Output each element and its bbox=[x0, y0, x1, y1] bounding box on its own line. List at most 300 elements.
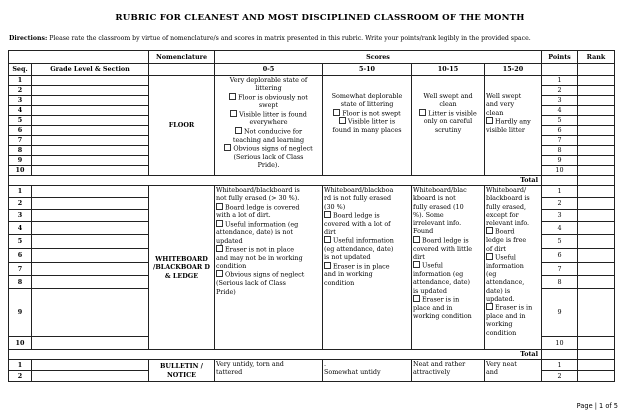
grade-section-field[interactable] bbox=[32, 337, 149, 350]
point-value: 2 bbox=[542, 198, 578, 210]
rubric-table bbox=[8, 50, 615, 382]
rank-field[interactable] bbox=[578, 136, 615, 146]
checkbox-icon bbox=[224, 144, 231, 151]
criteria-text: and may not be in working bbox=[216, 253, 303, 262]
grade-section-field[interactable] bbox=[32, 210, 149, 222]
checkbox-icon bbox=[216, 220, 223, 227]
total-rank-field[interactable] bbox=[578, 176, 615, 186]
criteria-text: attendance, date) is not bbox=[216, 228, 293, 237]
criteria-line bbox=[216, 101, 321, 109]
grade-section-field[interactable] bbox=[32, 371, 149, 382]
criteria-line bbox=[486, 368, 540, 376]
checkbox-icon bbox=[324, 236, 331, 243]
score-cell-bulletin-s3 bbox=[412, 360, 485, 382]
criteria-line bbox=[216, 153, 321, 161]
grade-section-field[interactable] bbox=[32, 166, 149, 176]
criteria-text: Obvious signs of neglect bbox=[233, 144, 313, 153]
criteria-line bbox=[324, 228, 410, 236]
criteria-text: Neat and rather bbox=[413, 360, 466, 368]
criteria-text: state of littering bbox=[340, 100, 394, 109]
criteria-text: tattered bbox=[216, 368, 243, 377]
criteria-text: (Serious lack of Class bbox=[233, 152, 304, 161]
criteria-line bbox=[413, 287, 483, 295]
criteria-text: ledge is free bbox=[486, 236, 527, 245]
checkbox-icon bbox=[324, 262, 331, 269]
criteria-line bbox=[486, 194, 540, 202]
criteria-text: visible litter bbox=[486, 125, 525, 134]
criteria-text: Not conducive for bbox=[243, 127, 303, 136]
criteria-line bbox=[486, 312, 540, 320]
grade-section-field[interactable] bbox=[32, 136, 149, 146]
criteria-text: clean bbox=[439, 100, 457, 109]
criteria-line bbox=[413, 117, 483, 125]
criteria-text: dirt bbox=[324, 227, 336, 236]
rank-field[interactable] bbox=[578, 186, 615, 198]
checkbox-icon bbox=[230, 110, 237, 117]
criteria-line bbox=[486, 203, 540, 211]
score-cell-floor-s3 bbox=[412, 76, 485, 176]
criteria-line bbox=[413, 295, 483, 304]
rank-field[interactable] bbox=[578, 96, 615, 106]
nomenclature-floor: FLOOR bbox=[149, 76, 215, 176]
point-value: 1 bbox=[542, 360, 578, 371]
page-footer: Page | 1 of 5 bbox=[576, 402, 618, 410]
criteria-line bbox=[216, 84, 321, 92]
rank-field[interactable] bbox=[578, 126, 615, 136]
criteria-text: %). Some bbox=[413, 210, 444, 219]
criteria-text: covered with little bbox=[413, 244, 473, 253]
criteria-text: is not updated bbox=[324, 253, 371, 262]
table-row bbox=[9, 76, 615, 86]
total-row bbox=[9, 176, 615, 186]
criteria-text: condition bbox=[324, 278, 355, 287]
seq-number: 4 bbox=[9, 222, 32, 235]
header-nomenclature: Nomenclature bbox=[149, 51, 215, 64]
criteria-line bbox=[413, 278, 483, 286]
criteria-text: Pride) bbox=[216, 287, 236, 296]
criteria-line bbox=[324, 368, 410, 376]
seq-number: 2 bbox=[9, 86, 32, 96]
criteria-line bbox=[486, 219, 540, 227]
criteria-text: attendance, bbox=[486, 278, 525, 287]
criteria-line bbox=[486, 245, 540, 253]
criteria-line bbox=[324, 211, 410, 220]
criteria-text: (30 %) bbox=[324, 202, 346, 211]
criteria-line bbox=[486, 278, 540, 286]
criteria-text: information (eg bbox=[413, 269, 464, 278]
criteria-line bbox=[413, 186, 483, 194]
seq-number: 2 bbox=[9, 371, 32, 382]
criteria-line bbox=[486, 117, 540, 126]
criteria-line bbox=[413, 253, 483, 261]
rank-field[interactable] bbox=[578, 156, 615, 166]
header-rank: Rank bbox=[578, 51, 615, 64]
rank-field[interactable] bbox=[578, 222, 615, 235]
seq-number: 6 bbox=[9, 249, 32, 263]
grade-section-field[interactable] bbox=[32, 106, 149, 116]
criteria-line bbox=[486, 92, 540, 100]
criteria-text: Board ledge is bbox=[422, 236, 469, 245]
criteria-text: Well swept and bbox=[423, 92, 473, 100]
table-row bbox=[9, 186, 615, 198]
criteria-text: blackboard is bbox=[486, 194, 530, 203]
total-label: Total bbox=[9, 176, 542, 186]
criteria-text: Found bbox=[413, 227, 434, 236]
point-value: 6 bbox=[542, 126, 578, 136]
grade-section-field[interactable] bbox=[32, 96, 149, 106]
rank-field[interactable] bbox=[578, 235, 615, 249]
criteria-line bbox=[413, 360, 483, 368]
criteria-text: Somewhat untidy bbox=[324, 368, 381, 377]
criteria-line bbox=[486, 253, 540, 262]
score-cell-bulletin-s1 bbox=[215, 360, 323, 382]
grade-section-field[interactable] bbox=[32, 249, 149, 263]
criteria-text: Useful bbox=[422, 261, 443, 270]
criteria-line bbox=[413, 194, 483, 202]
score-cell-whiteboard-s3 bbox=[412, 186, 485, 350]
checkbox-icon bbox=[486, 303, 493, 310]
grade-section-field[interactable] bbox=[32, 146, 149, 156]
checkbox-icon bbox=[229, 93, 236, 100]
criteria-text: Board bbox=[495, 227, 515, 236]
criteria-line bbox=[216, 368, 321, 376]
seq-number: 2 bbox=[9, 198, 32, 210]
grade-section-field[interactable] bbox=[32, 289, 149, 337]
grade-section-field[interactable] bbox=[32, 235, 149, 249]
criteria-text: Board ledge is bbox=[333, 211, 380, 220]
criteria-text: Whiteboard/blac bbox=[413, 186, 467, 194]
score-cell-whiteboard-s2 bbox=[323, 186, 412, 350]
rank-field[interactable] bbox=[578, 210, 615, 222]
criteria-text: clean bbox=[486, 108, 504, 117]
grade-section-field[interactable] bbox=[32, 156, 149, 166]
criteria-line bbox=[216, 118, 321, 126]
point-value: 4 bbox=[542, 106, 578, 116]
criteria-line bbox=[486, 287, 540, 295]
seq-number: 1 bbox=[9, 76, 32, 86]
criteria-line bbox=[216, 136, 321, 144]
criteria-line bbox=[324, 220, 410, 228]
seq-number: 10 bbox=[9, 337, 32, 350]
point-value: 9 bbox=[542, 156, 578, 166]
score-cell-floor-s1 bbox=[215, 76, 323, 176]
rank-field[interactable] bbox=[578, 76, 615, 86]
rubric-table-body bbox=[9, 51, 615, 382]
criteria-text: Pride). bbox=[257, 160, 280, 169]
checkbox-icon bbox=[216, 203, 223, 210]
criteria-text: working bbox=[486, 320, 513, 329]
criteria-line bbox=[324, 245, 410, 253]
point-value: 5 bbox=[542, 116, 578, 126]
criteria-line bbox=[486, 100, 540, 108]
rank-field[interactable] bbox=[578, 371, 615, 382]
criteria-text: covered with a lot of bbox=[324, 219, 391, 228]
grade-section-field[interactable] bbox=[32, 360, 149, 371]
criteria-line bbox=[216, 127, 321, 136]
criteria-line bbox=[486, 329, 540, 337]
criteria-line bbox=[324, 92, 410, 100]
criteria-line bbox=[486, 126, 540, 134]
seq-number: 10 bbox=[9, 166, 32, 176]
seq-number: 6 bbox=[9, 126, 32, 136]
point-value: 8 bbox=[542, 146, 578, 156]
grade-section-field[interactable] bbox=[32, 222, 149, 235]
criteria-text: except for bbox=[486, 210, 519, 219]
criteria-line bbox=[486, 109, 540, 117]
grade-section-field[interactable] bbox=[32, 263, 149, 276]
criteria-line bbox=[324, 194, 410, 202]
total-points-field[interactable] bbox=[542, 176, 578, 186]
criteria-line bbox=[413, 109, 483, 118]
criteria-line bbox=[216, 110, 321, 119]
rank-field[interactable] bbox=[578, 249, 615, 263]
criteria-text: Board ledge is covered bbox=[225, 203, 300, 212]
directions-label: Directions: bbox=[9, 35, 48, 42]
checkbox-icon bbox=[339, 117, 346, 124]
criteria-text: Whiteboard/blackboa bbox=[324, 186, 394, 194]
rank-field[interactable] bbox=[578, 276, 615, 289]
score-cell-bulletin-s2 bbox=[323, 360, 412, 382]
criteria-line bbox=[216, 228, 321, 236]
criteria-text: and very bbox=[486, 100, 515, 109]
criteria-text: Obvious signs of neglect bbox=[225, 270, 305, 279]
criteria-text: date) is bbox=[486, 286, 511, 295]
point-value: 7 bbox=[542, 136, 578, 146]
criteria-text: Useful information (eg bbox=[225, 220, 299, 229]
score-cell-floor-s4 bbox=[485, 76, 542, 176]
criteria-text: relevant info. bbox=[486, 219, 530, 228]
criteria-text: Floor is not swept bbox=[342, 109, 401, 118]
point-value: 9 bbox=[542, 289, 578, 337]
rank-field[interactable] bbox=[578, 166, 615, 176]
criteria-line bbox=[324, 262, 410, 271]
criteria-text: Eraser is in place bbox=[333, 262, 390, 271]
seq-number: 1 bbox=[9, 360, 32, 371]
seq-number: 7 bbox=[9, 136, 32, 146]
criteria-text: Visible litter is bbox=[347, 117, 396, 126]
point-value: 5 bbox=[542, 235, 578, 249]
grade-section-field[interactable] bbox=[32, 86, 149, 96]
criteria-text: Hardly any bbox=[495, 117, 531, 126]
rank-field[interactable] bbox=[578, 146, 615, 156]
point-value: 10 bbox=[542, 337, 578, 350]
rank-field[interactable] bbox=[578, 337, 615, 350]
checkbox-icon bbox=[333, 109, 340, 116]
grade-section-field[interactable] bbox=[32, 76, 149, 86]
rank-field[interactable] bbox=[578, 116, 615, 126]
criteria-line bbox=[324, 203, 410, 211]
checkbox-icon bbox=[216, 245, 223, 252]
header-scores: Scores bbox=[215, 51, 542, 64]
rank-field[interactable] bbox=[578, 263, 615, 276]
criteria-line bbox=[413, 304, 483, 312]
criteria-text: fully erased (10 bbox=[413, 202, 464, 211]
checkbox-icon bbox=[413, 236, 420, 243]
criteria-text: fully erased, bbox=[486, 202, 527, 211]
criteria-line bbox=[413, 245, 483, 253]
checkbox-icon bbox=[235, 127, 242, 134]
total-rank-field[interactable] bbox=[578, 350, 615, 360]
criteria-text: . bbox=[324, 360, 327, 368]
page-title: RUBRIC FOR CLEANEST AND MOST DISCIPLINED CLASSROOM OF THE MONTH bbox=[115, 13, 525, 23]
seq-number: 9 bbox=[9, 289, 32, 337]
checkbox-icon bbox=[419, 109, 426, 116]
criteria-line bbox=[216, 93, 321, 102]
criteria-text: updated. bbox=[486, 294, 515, 303]
point-value: 3 bbox=[542, 210, 578, 222]
criteria-text: littering bbox=[255, 84, 282, 93]
criteria-text: and in working bbox=[324, 270, 373, 279]
criteria-line bbox=[413, 219, 483, 227]
criteria-text: (Serious lack of Class bbox=[216, 279, 286, 288]
criteria-text: Very neat bbox=[486, 360, 517, 368]
criteria-line bbox=[216, 220, 321, 229]
grade-section-field[interactable] bbox=[32, 276, 149, 289]
seq-number: 8 bbox=[9, 276, 32, 289]
header-score-10-15: 10-15 bbox=[412, 64, 485, 76]
seq-number: 4 bbox=[9, 106, 32, 116]
criteria-line bbox=[324, 186, 410, 194]
point-value: 1 bbox=[542, 186, 578, 198]
header-seq: Seq. bbox=[9, 64, 32, 76]
criteria-text: found in many places bbox=[332, 126, 402, 135]
criteria-line bbox=[486, 360, 540, 368]
checkbox-icon bbox=[413, 295, 420, 302]
criteria-text: kboard is not bbox=[413, 194, 456, 203]
nomenclature-whiteboard: WHITEBOARD /BLACKBOAR D & LEDGE bbox=[149, 186, 215, 350]
grade-section-field[interactable] bbox=[32, 198, 149, 210]
criteria-text: (eg attendance, date) bbox=[324, 245, 394, 254]
criteria-text: of dirt bbox=[486, 244, 507, 253]
seq-number: 1 bbox=[9, 186, 32, 198]
grade-section-field[interactable] bbox=[32, 126, 149, 136]
criteria-text: Floor is obviously not bbox=[238, 93, 308, 102]
criteria-text: Somewhat deplorable bbox=[331, 92, 403, 100]
point-value: 6 bbox=[542, 249, 578, 263]
criteria-line bbox=[216, 186, 321, 194]
criteria-line bbox=[216, 76, 321, 84]
header-score-5-10: 5-10 bbox=[323, 64, 412, 76]
criteria-text: is updated bbox=[413, 286, 447, 295]
criteria-line bbox=[216, 237, 321, 245]
criteria-text: (eg bbox=[486, 269, 497, 278]
point-value: 1 bbox=[542, 76, 578, 86]
score-cell-floor-s2 bbox=[323, 76, 412, 176]
header-nomenclature-sub bbox=[149, 64, 215, 76]
seq-number: 9 bbox=[9, 156, 32, 166]
point-value: 2 bbox=[542, 86, 578, 96]
criteria-text: Whiteboard/blackboard is bbox=[216, 186, 300, 194]
grade-section-field[interactable] bbox=[32, 186, 149, 198]
score-cell-whiteboard-s4 bbox=[485, 186, 542, 350]
criteria-line bbox=[324, 279, 410, 287]
header-score-0-5: 0-5 bbox=[215, 64, 323, 76]
criteria-line bbox=[324, 117, 410, 126]
criteria-line bbox=[413, 312, 483, 320]
directions bbox=[9, 35, 531, 42]
criteria-text: Well swept bbox=[486, 92, 522, 100]
seq-number: 8 bbox=[9, 146, 32, 156]
criteria-text: Eraser is not in place bbox=[225, 245, 295, 254]
point-value: 2 bbox=[542, 371, 578, 382]
criteria-line bbox=[324, 100, 410, 108]
criteria-text: teaching and learning bbox=[232, 135, 305, 144]
criteria-line bbox=[486, 320, 540, 328]
header-points-sub bbox=[542, 64, 578, 76]
criteria-line bbox=[413, 227, 483, 235]
criteria-text: information bbox=[486, 261, 524, 270]
criteria-line bbox=[413, 368, 483, 376]
criteria-line bbox=[216, 144, 321, 153]
criteria-text: rd is not fully erased bbox=[324, 194, 392, 203]
grade-section-field[interactable] bbox=[32, 116, 149, 126]
criteria-line bbox=[324, 126, 410, 134]
total-label: Total bbox=[9, 350, 542, 360]
criteria-line bbox=[413, 236, 483, 245]
rank-field[interactable] bbox=[578, 289, 615, 337]
header-score-15-20: 15-20 bbox=[485, 64, 542, 76]
rank-field[interactable] bbox=[578, 360, 615, 371]
criteria-text: everywhere bbox=[249, 118, 288, 127]
criteria-line bbox=[216, 211, 321, 219]
criteria-line bbox=[486, 227, 540, 236]
seq-number: 5 bbox=[9, 235, 32, 249]
header-rank-sub bbox=[578, 64, 615, 76]
criteria-text: dirt bbox=[413, 252, 425, 261]
blank-header-cell bbox=[9, 51, 149, 64]
rank-field[interactable] bbox=[578, 86, 615, 96]
criteria-line bbox=[413, 270, 483, 278]
nomenclature-bulletin: BULLETIN / NOTICE bbox=[149, 360, 215, 382]
criteria-text: attractively bbox=[413, 368, 451, 377]
criteria-text: swept bbox=[258, 101, 279, 110]
criteria-line bbox=[413, 203, 483, 211]
criteria-line bbox=[413, 211, 483, 219]
criteria-line bbox=[486, 295, 540, 303]
checkbox-icon bbox=[324, 211, 331, 218]
total-points-field[interactable] bbox=[542, 350, 578, 360]
criteria-text: with a lot of dirt. bbox=[216, 211, 271, 220]
criteria-line bbox=[413, 261, 483, 270]
checkbox-icon bbox=[486, 117, 493, 124]
point-value: 8 bbox=[542, 276, 578, 289]
criteria-text: and bbox=[486, 368, 499, 377]
criteria-text: only on careful bbox=[423, 117, 473, 126]
criteria-text: attendance, date) bbox=[413, 278, 471, 287]
point-value: 10 bbox=[542, 166, 578, 176]
checkbox-icon bbox=[486, 253, 493, 260]
criteria-text: Useful information bbox=[333, 236, 394, 245]
criteria-text: Litter is visible bbox=[428, 109, 477, 118]
criteria-line bbox=[324, 270, 410, 278]
criteria-line bbox=[216, 194, 321, 202]
criteria-line bbox=[486, 236, 540, 244]
point-value: 4 bbox=[542, 222, 578, 235]
point-value: 7 bbox=[542, 263, 578, 276]
rank-field[interactable] bbox=[578, 106, 615, 116]
criteria-text: condition bbox=[486, 328, 517, 337]
criteria-line bbox=[486, 303, 540, 312]
checkbox-icon bbox=[216, 270, 223, 277]
table-row bbox=[9, 360, 615, 371]
criteria-line bbox=[413, 92, 483, 100]
criteria-line bbox=[216, 161, 321, 169]
rank-field[interactable] bbox=[578, 198, 615, 210]
criteria-text: Useful bbox=[495, 253, 516, 262]
criteria-text: place and in bbox=[486, 311, 526, 320]
criteria-text: condition bbox=[216, 262, 247, 271]
checkbox-icon bbox=[486, 227, 493, 234]
